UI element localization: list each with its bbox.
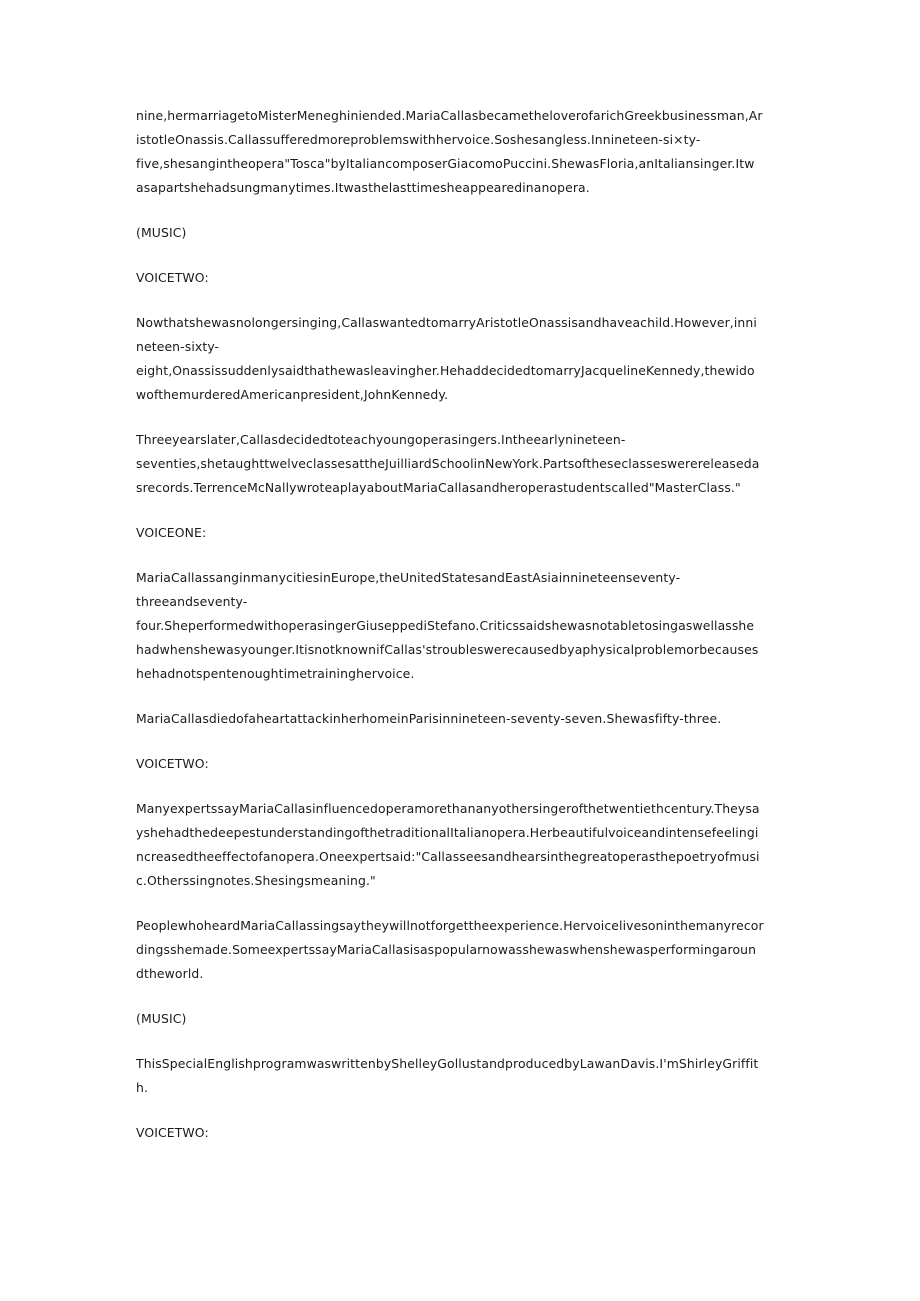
paragraph-callas-onassis bbox=[136, 104, 788, 200]
text-line: c.Otherssingnotes.Shesingsmeaning." bbox=[136, 873, 376, 888]
paragraph-onassis-leaves bbox=[136, 311, 788, 407]
paragraph-legacy bbox=[136, 914, 788, 986]
music-cue bbox=[136, 1007, 788, 1031]
text-line: MariaCallassanginmanycitiesinEurope,theUnitedStatesandEastAsiainnineteenseventy- bbox=[136, 570, 681, 585]
text-line: five,shesangintheopera"Tosca"byItaliancomposerGiacomoPuccini.ShewasFloria,anItaliansinger.Itw bbox=[136, 156, 755, 171]
speaker-label bbox=[136, 521, 788, 545]
text-line: Threeyearslater,Callasdecidedtoteachyoungoperasingers.Intheearlynineteen- bbox=[136, 432, 626, 447]
text-line: VOICEONE: bbox=[136, 525, 207, 540]
speaker-label bbox=[136, 266, 788, 290]
paragraph-final-tour bbox=[136, 566, 788, 686]
text-line: ncreasedtheeffectofanopera.Oneexpertsaid:"Callasseesandhearsinthegreatoperasthepoetryofmusi bbox=[136, 849, 760, 864]
paragraph-master-class bbox=[136, 428, 788, 500]
text-line: eight,Onassissuddenlysaidthathewasleavingher.HehaddecidedtomarryJacquelineKennedy,thewido bbox=[136, 363, 755, 378]
text-line: asapartshehadsungmanytimes.Itwasthelasttimesheappearedinanopera. bbox=[136, 180, 590, 195]
text-line: istotleOnassis.Callassufferedmoreproblemswithhervoice.Soshesangless.Innineteen-si×ty- bbox=[136, 132, 701, 147]
text-line: hehadnotspentenoughtimetraininghervoice. bbox=[136, 666, 415, 681]
text-line: (MUSIC) bbox=[136, 1011, 187, 1026]
text-line: Nowthatshewasnolongersinging,CallaswantedtomarryAristotleOnassisandhaveachild.However,inni bbox=[136, 315, 757, 330]
text-line: VOICETWO: bbox=[136, 1125, 209, 1140]
text-line: nine,hermarriagetoMisterMeneghiniended.MariaCallasbecametheloverofarichGreekbusinessman,Ar bbox=[136, 108, 763, 123]
music-cue bbox=[136, 221, 788, 245]
text-line: seventies,shetaughttwelveclassesattheJuilliardSchoolinNewYork.Partsoftheseclasseswerereleaseda bbox=[136, 456, 760, 471]
text-line: ThisSpecialEnglishprogramwaswrittenbyShelleyGollustandproducedbyLawanDavis.I'mShirleyGriffit bbox=[136, 1056, 759, 1071]
text-line: yshehadthedeepestunderstandingofthetraditionalItalianopera.Herbeautifulvoiceandintensefeelingi bbox=[136, 825, 759, 840]
paragraph-death bbox=[136, 707, 788, 731]
speaker-label bbox=[136, 752, 788, 776]
text-line: srecords.TerrenceMcNallywroteaplayaboutMariaCallasandheroperastudentscalled"MasterClass." bbox=[136, 480, 741, 495]
text-line: threeandseventy- bbox=[136, 594, 248, 609]
text-line: ManyexpertssayMariaCallasinfluencedoperamorethananyothersingerofthetwentiethcentury.Theysa bbox=[136, 801, 760, 816]
text-line: (MUSIC) bbox=[136, 225, 187, 240]
text-line: dtheworld. bbox=[136, 966, 204, 981]
text-line: PeoplewhoheardMariaCallassingsaytheywillnotforgettheexperience.Hervoicelivesoninthemanyrecor bbox=[136, 918, 764, 933]
text-line: four.SheperformedwithoperasingerGiuseppediStefano.Criticssaidshewasnotabletosingaswellasshe bbox=[136, 618, 755, 633]
text-line: hadwhenshewasyounger.ItisnotknownifCallas'stroubleswerecausedbyaphysicalproblemorbecauses bbox=[136, 642, 759, 657]
paragraph-credits bbox=[136, 1052, 788, 1100]
text-line: VOICETWO: bbox=[136, 270, 209, 285]
text-line: VOICETWO: bbox=[136, 756, 209, 771]
text-line: wofthemurderedAmericanpresident,JohnKennedy. bbox=[136, 387, 449, 402]
text-line: neteen-sixty- bbox=[136, 339, 220, 354]
text-line: dingsshemade.SomeexpertssayMariaCallasisaspopularnowasshewaswhenshewasperformingaroun bbox=[136, 942, 757, 957]
paragraph-influence bbox=[136, 797, 788, 893]
text-line: MariaCallasdiedofaheartattackinherhomeinParisinnineteen-seventy-seven.Shewasfifty-three. bbox=[136, 711, 722, 726]
speaker-label bbox=[136, 1121, 788, 1145]
text-line: h. bbox=[136, 1080, 149, 1095]
document-page bbox=[136, 104, 788, 1166]
